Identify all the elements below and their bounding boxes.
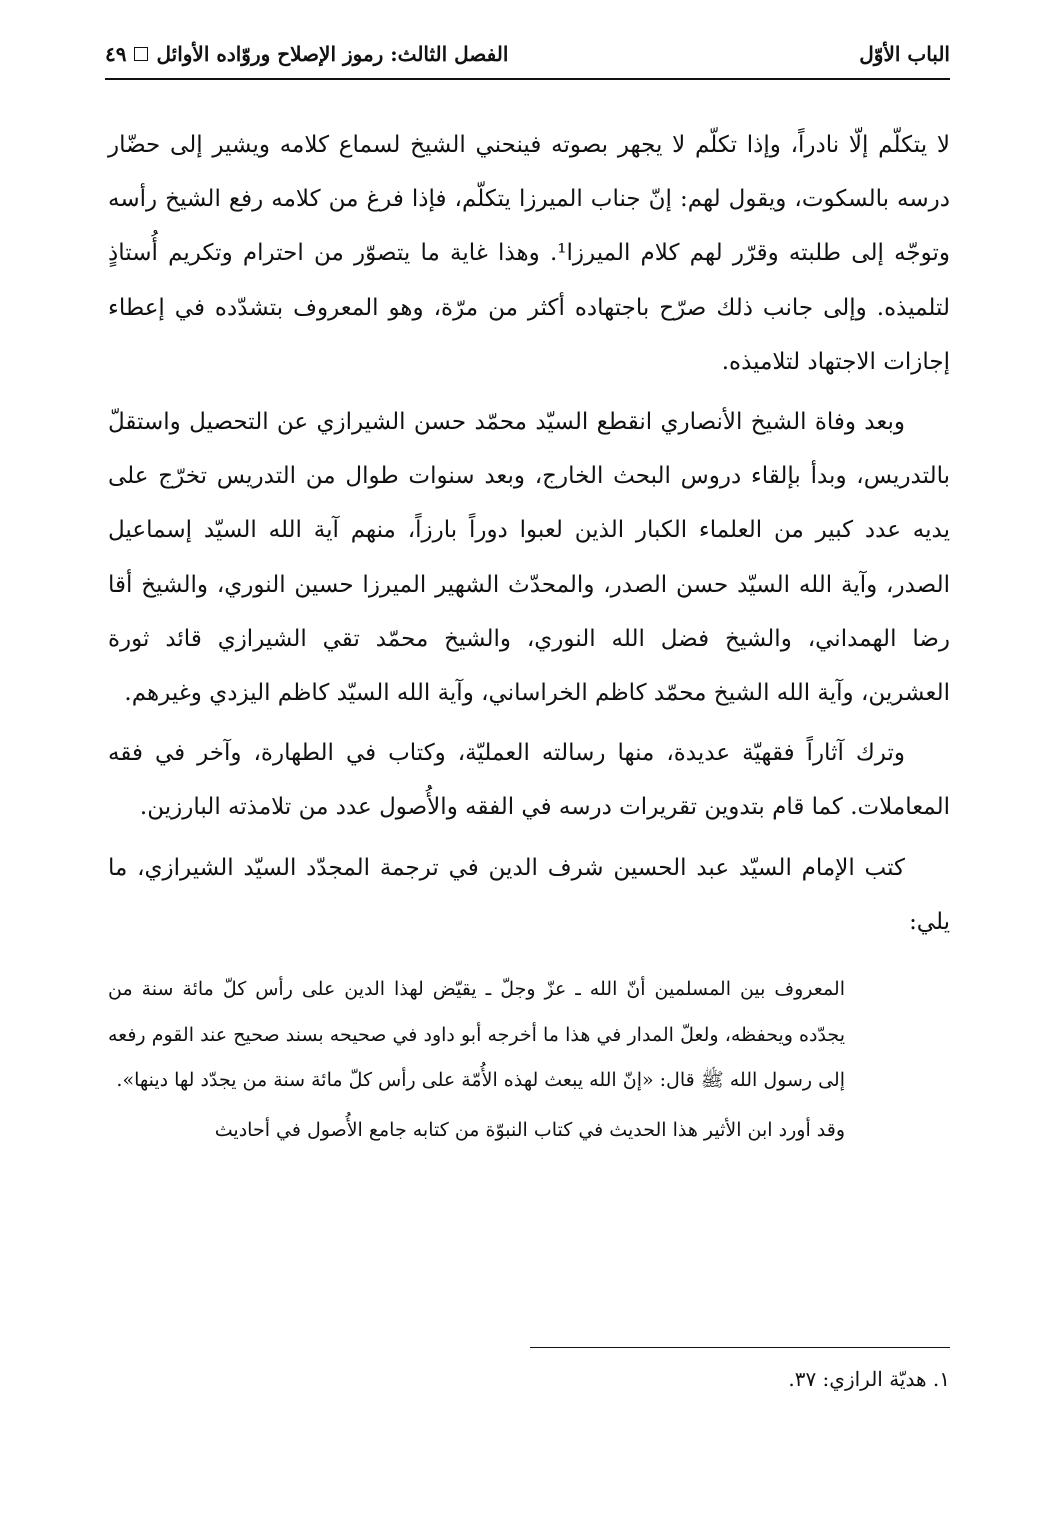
paragraph-4: كتب الإمام السيّد عبد الحسين شرف الدين في ترجمة المجدّد السيّد الشيرازي، ما يلي: [108, 854, 950, 935]
header-left-group [105, 42, 508, 66]
chapter-title: الباب الأوّل [859, 42, 950, 66]
square-separator-icon [134, 47, 148, 61]
main-text [108, 118, 950, 1153]
paragraph-3: وترك آثاراً فقهيّة عديدة، منها رسالته العمليّة، وكتاب في الطهارة، وآخر في فقه المعاملات. كما قام بتدوين تقريرات درسه في الفقه والأُصول عدد من تلامذته البارزين. [108, 740, 950, 821]
quote-paragraph-2: وقد أورد ابن الأثير هذا الحديث في كتاب النبوّة من كتابه جامع الأُصول في أحاديث [214, 1118, 845, 1141]
footnote-rule [530, 1347, 950, 1348]
header-rule [105, 78, 950, 80]
section-title: الفصل الثالث: رموز الإصلاح وروّاده الأوائل [156, 42, 509, 66]
footnote: ١. هديّة الرازي: ٣٧. [788, 1367, 950, 1391]
paragraph-2: وبعد وفاة الشيخ الأنصاري انقطع السيّد محمّد حسن الشيرازي عن التحصيل واستقلّ بالتدريس، وبدأ بإلقاء دروس البحث الخارج، وبعد سنوات طوال من التدريس تخرّج على يديه عدد كبير من العلماء الكبار الذين لعبوا دوراً بارزاً، منهم آية الله السيّد إسماعيل الصدر، وآية الله السيّد حسن الصدر، والمحدّث الشهير الميرزا حسين النوري، والشيخ أقا رضا الهمداني، والشيخ فضل الله النوري، والشيخ محمّد تقي الشيرازي قائد ثورة العشرين، وآية الله الشيخ محمّد كاظم الخراساني، وآية الله السيّد كاظم اليزدي وغيرهم. [108, 409, 950, 707]
page-number: ٤٩ [105, 42, 127, 66]
block-quote [108, 967, 845, 1153]
paragraph-1: لا يتكلّم إلّا نادراً، وإذا تكلّم لا يجهر بصوته فينحني الشيخ لسماع كلامه ويشير إلى حضّار درسه بالسكوت، ويقول لهم: إنّ جناب الميرزا يتكلّم، فإذا فرغ من كلامه رفع الشيخ رأسه وتوجّه إلى طلبته وقرّر لهم كلام الميرزا¹. وهذا غاية ما يتصوّر من احترام وتكريم أُستاذٍ لتلميذه. وإلى جانب ذلك صرّح باجتهاده أكثر من مرّة، وهو المعروف بتشدّده في إعطاء إجازات الاجتهاد لتلاميذه. [108, 132, 951, 375]
running-header [105, 42, 950, 66]
quote-paragraph-1: المعروف بين المسلمين أنّ الله ـ عزّ وجلّ ـ يقيّض لهذا الدين على رأس كلّ مائة سنة من يجدّده ويحفظه، ولعلّ المدار في هذا ما أخرجه أبو داود في صحيحه بسند صحيح عند القوم رفعه إلى رسول الله ﷺ قال: «إنّ الله يبعث لهذه الأُمّة على رأس كلّ مائة سنة من يجدّد لها دينها». [108, 978, 845, 1092]
